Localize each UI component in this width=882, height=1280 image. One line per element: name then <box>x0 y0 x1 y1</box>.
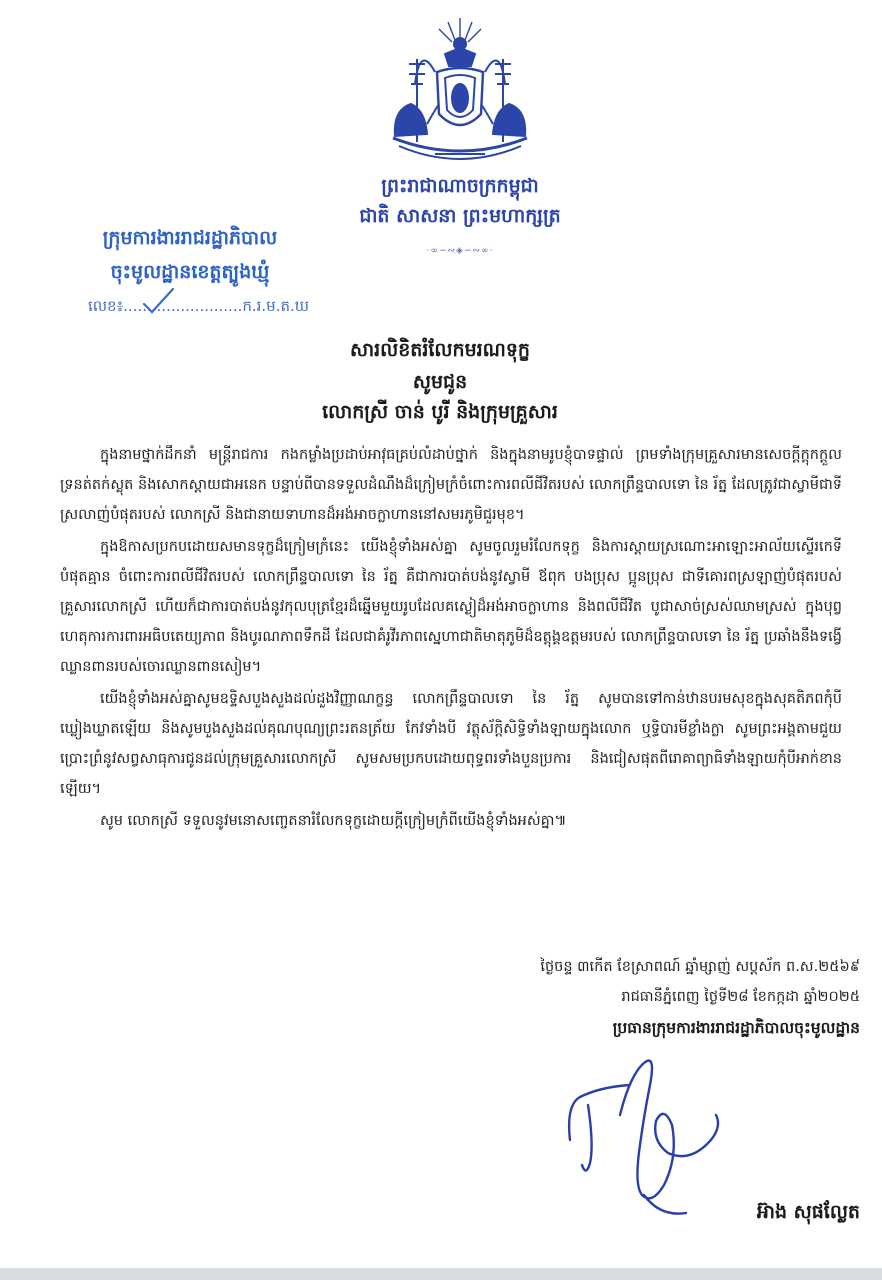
lunar-date: ថ្ងៃចន្ទ ៣កើត ខែស្រាពណ៍ ឆ្នាំម្សាញ់ សប្តស័ក ព.ស.២៥៦៩ <box>540 959 860 975</box>
signer-title: ប្រធានក្រុមការងាររាជរដ្ឋាភិបាលចុះមូលដ្ឋាន <box>612 1019 860 1037</box>
sender-office-name: ក្រុមការងាររាជរដ្ឋាភិបាល <box>102 227 278 249</box>
recipient-name: លោកស្រី ចាន់ បូរី និងក្រុមគ្រួសារ <box>322 401 558 423</box>
send-to-label: សូមជូន <box>412 371 468 393</box>
sender-office-location: ចុះមូលដ្ឋានខេត្តត្បូងឃ្មុំ <box>110 261 270 283</box>
national-motto: ជាតិ សាសនា ព្រះមហាក្សត្រ <box>359 205 561 227</box>
handwritten-signature <box>560 1045 740 1220</box>
letter-title: សារលិខិតរំលែកមរណទុក្ខ <box>350 339 530 361</box>
kingdom-title: ព្រះរាជាណាចក្រកម្ពុជា <box>381 175 539 197</box>
solar-date-place: រាជធានីភ្នំពេញ ថ្ងៃទី២៨ ខែកក្កដា ឆ្នាំ២០២៥ <box>621 989 860 1005</box>
body-paragraph: សូម លោកស្រី ទទួលនូវមនោសញ្ចេតនារំលែកទុក្ខដោយក្តីក្រៀមក្រំពីយើងខ្ញុំទាំងអស់គ្នា៕ <box>100 813 567 829</box>
letter-body <box>60 440 842 838</box>
ornament-divider: ·∞∽∾◈∽∾∞· <box>426 246 494 256</box>
body-paragraph: ក្នុងឱកាសប្រកបដោយសមានទុក្ខដ៏ក្រៀមក្រំនេះ យើងខ្ញុំទាំងអស់គ្នា សូមចូលរួមរំលែកទុក្ខ និងការស្តាយស្រណោះអាឡោះអាល័យស្ទើរកេទីបំផុតគ្មាន ចំពោះការពលីជីវិតរបស់ លោកព្រឹន្ទបាលទោ នៃ រ័ត្ន គឺជាការបាត់បង់នូវស្វាមី ឪពុក បងប្រុស ប្អូនប្រុស ជាទីគោរពស្រឡាញ់បំផុតរបស់គ្រួសារលោកស្រី ហើយក៏ជាការបាត់បង់នូវកុលបុត្រខ្មែរដ៏ឆ្នើមមួយរូបដែលគស្ងៀដ៏អង់អាចក្លាហាន និងពលីជីវិត បូជាសាច់ស្រស់ឈាមស្រស់ ក្នុងបុព្វហេតុការការពារអធិបតេយ្យភាព និងបូរណភាពទឹកដី ដែលជាគំរូវីរភាពស្នេហាជាតិមាតុភូមិដ៏ឧត្តុង្គឧត្តមរបស់ លោកព្រឹន្ទបាលទោ នៃ រ័ត្ន ប្រឆាំងនឹងទង្វើឈ្លានពានរបស់ចោរឈ្លានពានសៀម។ <box>60 539 842 675</box>
reference-number: លេខ៖.........................ក.រ.ម.ត.ឃ <box>88 297 310 315</box>
page-bottom-edge <box>0 1268 882 1280</box>
body-paragraph: យើងខ្ញុំទាំងអស់គ្នាសូមឧទ្ទិសបួងសួងដល់ដួងវិញ្ញាណក្ខន្ធ លោកព្រឹន្ទបាលទោ នៃ រ័ត្ន សូមបានទៅកាន់ឋានបរមសុខក្នុងសុគតិភពកុំបីឃ្លៀងឃ្លាតឡើយ និងសូមបួងសួងដល់គុណបុណ្យព្រះរតនត្រ័យ កែវទាំងបី វត្ថុស័ក្តិសិទ្ធិទាំងឡាយក្នុងលោក ឬទ្ធិបារមីខ្លាំងក្លា សូមព្រះអង្គតាមជួយប្រោះព្រំនូវសព្វសាធុការជូនដល់ក្រុមគ្រួសារលោកស្រី សូមសមប្រកបដោយពុទ្ធពរទាំងបួនប្រការ និងជៀសផុតពីរោគាព្យាធិទាំងឡាយកុំបីអាក់ខានឡើយ។ <box>60 691 842 797</box>
signer-name: អ៊ាង សុផល្លែត <box>756 1201 860 1223</box>
check-mark-icon <box>140 286 176 316</box>
body-paragraph: ក្នុងនាមថ្នាក់ដឹកនាំ មន្ត្រីរាជការ កងកម្លាំងប្រដាប់អាវុធគ្រប់លំដាប់ថ្នាក់ និងក្នុងនាមរូបខ្ញុំបាទផ្ទាល់ ព្រមទាំងក្រុមគ្រួសារមានសេចក្តីក្តុកក្តួល ទ្រនត់តក់ស្លុត និងសោកស្តាយជាអនេក បន្ទាប់ពីបានទទួលដំណឹងដ៏ក្រៀមក្រំចំពោះការពលីជីវិតរបស់ លោកព្រឹន្ទបាលទោ នៃ រ័ត្ន ដែលត្រូវជាស្វាមីជាទីស្រលាញ់បំផុតរបស់ លោកស្រី និងជានាយទាហានដ៏អង់អាចក្លាហាននៅសមរភូមិជួរមុខ។ <box>60 447 842 523</box>
royal-emblem-icon <box>375 14 545 172</box>
